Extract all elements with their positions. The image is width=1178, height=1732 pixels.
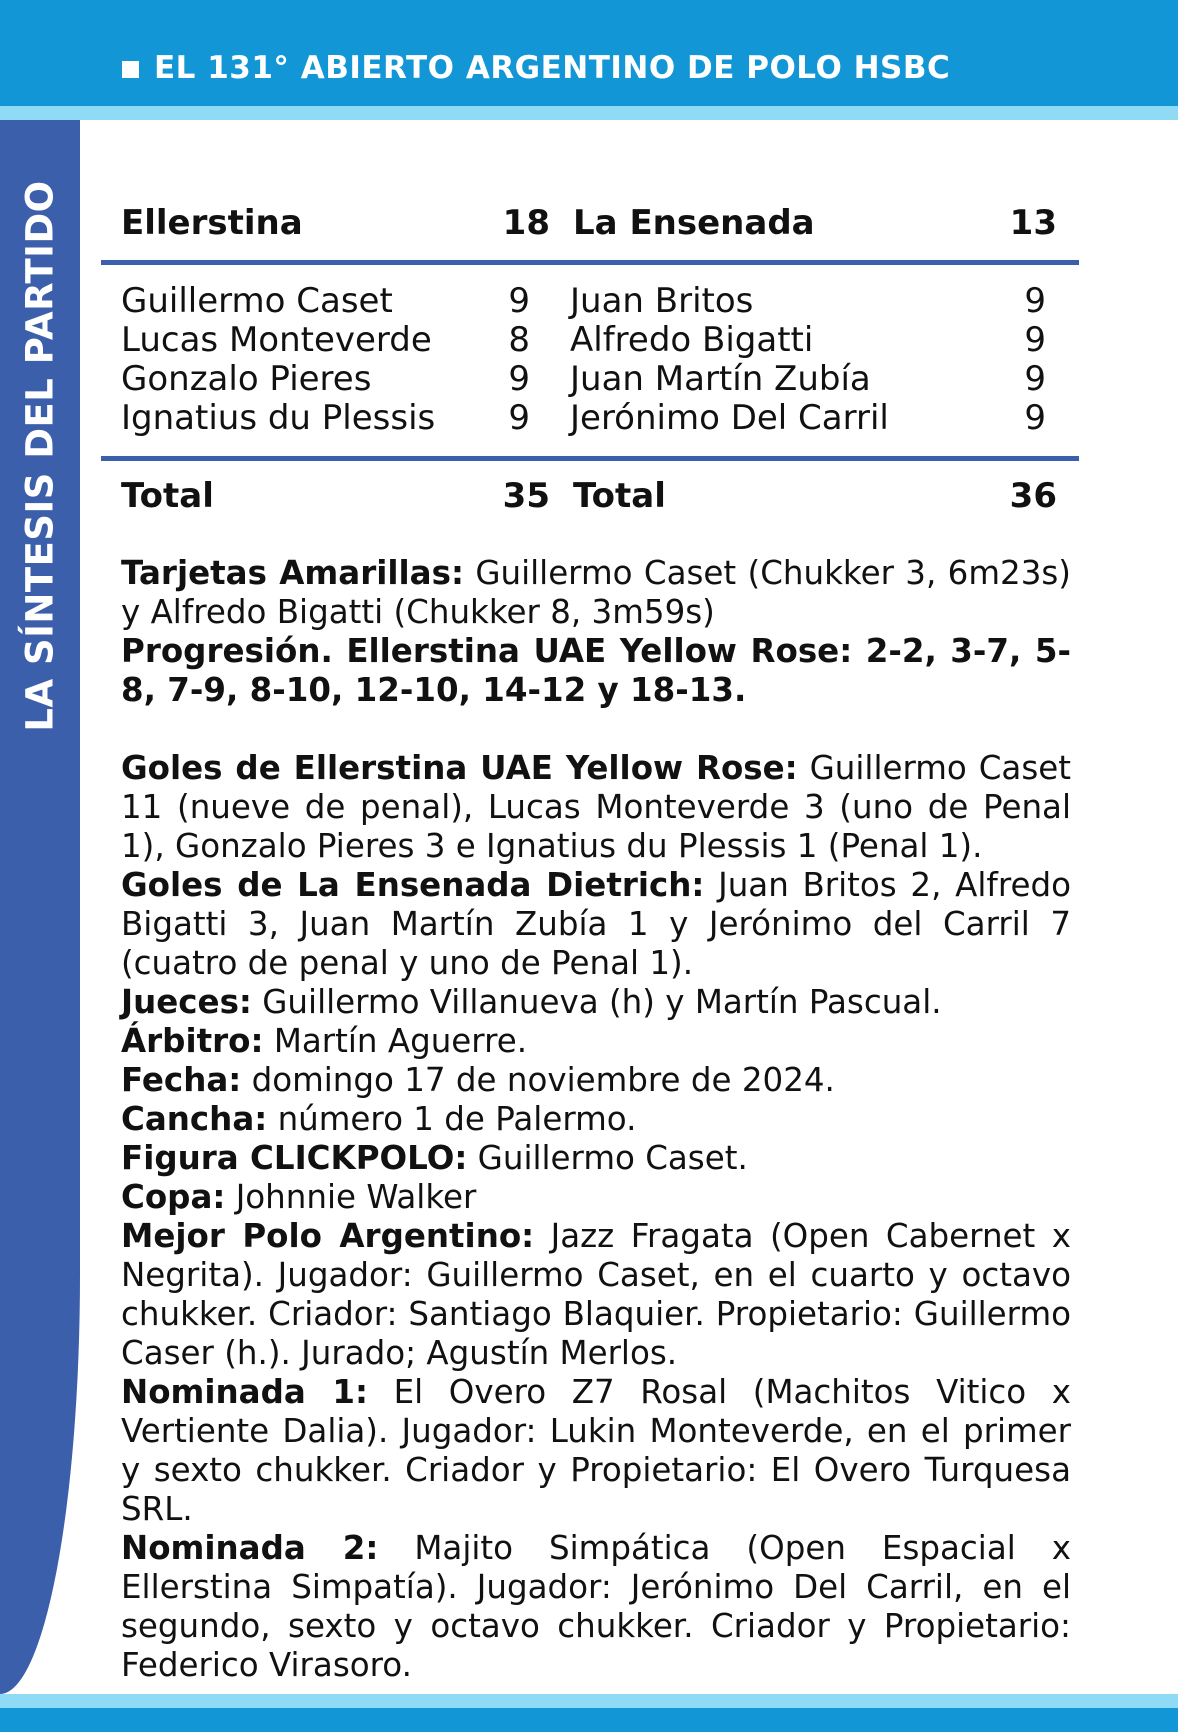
team-b-name: La Ensenada	[573, 203, 815, 243]
footer-bar	[0, 1708, 1178, 1732]
progresion-label: Progresión. Ellerstina UAE Yellow Rose: 2-2, 3-7, 5-8, 7-9, 8-10, 12-10, 14-12 y 18-13.	[121, 632, 1071, 709]
copa-text: Johnnie Walker	[225, 1178, 477, 1216]
copa-paragraph	[121, 1178, 1071, 1217]
team-b-total: 36	[1009, 476, 1057, 516]
team-b-player-handicap: 9	[1024, 281, 1046, 321]
goles-b-text: Juan Britos 2, Alfredo Bigatti 3, Juan Martín Zubía 1 y Jerónimo del Carril 7 (cuatro de penal y uno de Penal 1).	[121, 866, 1071, 982]
nominada-2-text: Majito Simpática (Open Espacial x Ellerstina Simpatía). Jugador: Jerónimo Del Carril, en el segundo, sexto y octavo chukker. Criador y Propietario: Federico Virasoro.	[121, 1529, 1071, 1684]
team-b-player-handicap: 9	[1024, 320, 1046, 360]
team-b-total-label: Total	[573, 476, 666, 516]
mejor-polo-paragraph	[121, 1217, 1071, 1373]
nominada-1-text: El Overo Z7 Rosal (Machitos Vitico x Vertiente Dalia). Jugador: Lukin Monteverde, en el primer y sexto chukker. Criador y Propietario: El Overo Turquesa SRL.	[121, 1373, 1071, 1528]
team-a-player: Ignatius du Plessis	[121, 398, 436, 438]
goles-b-label: Goles de La Ensenada Dietrich:	[121, 866, 705, 904]
cancha-paragraph	[121, 1100, 1071, 1139]
team-a-player-handicap: 9	[508, 398, 530, 438]
nominada-1-label: Nominada 1:	[121, 1373, 368, 1411]
mejor-polo-label: Mejor Polo Argentino:	[121, 1217, 535, 1255]
header-title: EL 131° ABIERTO ARGENTINO DE POLO HSBC	[154, 50, 951, 86]
nominada-1-paragraph	[121, 1373, 1071, 1529]
team-a-total-label: Total	[121, 476, 214, 516]
spacer	[121, 710, 1071, 749]
progresion-paragraph	[121, 632, 1071, 710]
goles-a-label: Goles de Ellerstina UAE Yellow Rose:	[121, 749, 798, 787]
team-a-player-handicap: 9	[508, 359, 530, 399]
team-b-player-handicap: 9	[1024, 359, 1046, 399]
team-b-player: Jerónimo Del Carril	[570, 398, 889, 438]
jueces-paragraph	[121, 983, 1071, 1022]
team-a-name: Ellerstina	[121, 203, 303, 243]
figura-paragraph	[121, 1139, 1071, 1178]
goles-a-paragraph	[121, 749, 1071, 866]
jueces-text: Guillermo Villanueva (h) y Martín Pascual.	[251, 983, 942, 1021]
footer-stripe	[0, 1694, 1178, 1708]
team-a-player-handicap: 8	[508, 320, 530, 360]
goles-a-text: Guillermo Caset 11 (nueve de penal), Lucas Monteverde 3 (uno de Penal 1), Gonzalo Pieres 3 e Ignatius du Plessis 1 (Penal 1).	[121, 749, 1071, 865]
fecha-text: domingo 17 de noviembre de 2024.	[241, 1061, 835, 1099]
figura-label: Figura CLICKPOLO:	[121, 1139, 468, 1177]
nominada-2-paragraph	[121, 1529, 1071, 1685]
team-b-player: Alfredo Bigatti	[570, 320, 814, 360]
nominada-2-label: Nominada 2:	[121, 1529, 379, 1567]
fecha-label: Fecha:	[121, 1061, 242, 1099]
match-details	[121, 554, 1071, 1685]
table-rule-bottom	[101, 456, 1079, 461]
arbitro-paragraph	[121, 1022, 1071, 1061]
team-a-player: Gonzalo Pieres	[121, 359, 372, 399]
header-bullet-square	[122, 61, 139, 78]
team-b-player-handicap: 9	[1024, 398, 1046, 438]
fecha-paragraph	[121, 1061, 1071, 1100]
arbitro-label: Árbitro:	[121, 1022, 264, 1060]
team-a-total: 35	[502, 476, 550, 516]
team-a-score: 18	[502, 203, 550, 243]
table-rule-top	[101, 260, 1079, 265]
team-b-player: Juan Martín Zubía	[570, 359, 871, 399]
tarjetas-paragraph	[121, 554, 1071, 632]
team-a-player: Lucas Monteverde	[121, 320, 432, 360]
tarjetas-label: Tarjetas Amarillas:	[121, 554, 464, 592]
cancha-text: número 1 de Palermo.	[267, 1100, 637, 1138]
team-a-player: Guillermo Caset	[121, 281, 393, 321]
cancha-label: Cancha:	[121, 1100, 268, 1138]
goles-b-paragraph	[121, 866, 1071, 983]
team-b-player: Juan Britos	[570, 281, 754, 321]
figura-text: Guillermo Caset.	[467, 1139, 748, 1177]
team-a-player-handicap: 9	[508, 281, 530, 321]
tarjetas-text: Guillermo Caset (Chukker 3, 6m23s) y Alfredo Bigatti (Chukker 8, 3m59s)	[121, 554, 1071, 631]
copa-label: Copa:	[121, 1178, 226, 1216]
team-b-score: 13	[1009, 203, 1057, 243]
mejor-polo-text: Jazz Fragata (Open Cabernet x Negrita). Jugador: Guillermo Caset, en el cuarto y octavo chukker. Criador: Santiago Blaquier. Propietario: Guillermo Caser (h.). Jurado; Agustín Merlos.	[121, 1217, 1071, 1372]
side-section-label: LA SÍNTESIS DEL PARTIDO	[18, 180, 62, 732]
jueces-label: Jueces:	[121, 983, 252, 1021]
arbitro-text: Martín Aguerre.	[263, 1022, 528, 1060]
header-stripe	[0, 106, 1178, 120]
